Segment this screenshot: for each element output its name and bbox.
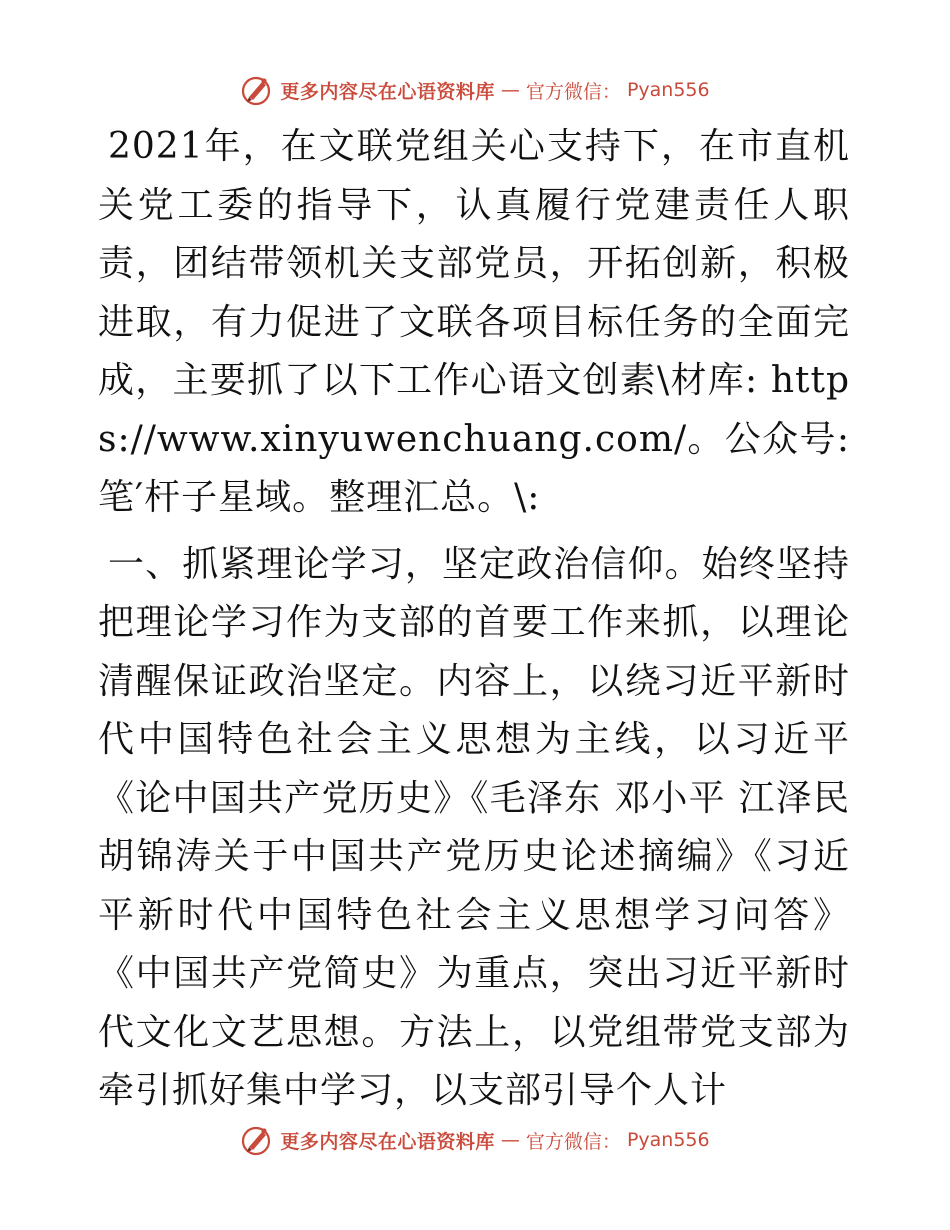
pen-logo-icon	[240, 1123, 274, 1157]
footer-wechat-label: 官方微信：	[525, 1130, 621, 1153]
paragraph-intro: 2021年，在文联党组关心支持下，在市直机关党工委的指导下，认真履行党建责任人职责，团结带领机关支部党员，开拓创新，积极进取，有力促进了文联各项目标任务的全面完成，主要抓了以下工作心语文创素\材库: https://www.xinyuwenchuang.com/。公众号: 笔′杆子星域。整理汇总。\:	[98, 126, 850, 518]
header-banner	[0, 70, 950, 110]
paragraph-section-one: 一、抓紧理论学习，坚定政治信仰。始终坚持把理论学习作为支部的首要工作来抓，以理论清醒保证政治坚定。内容上，以绕习近平新时代中国特色社会主义思想为主线，以习近平《论中国共产党历史》《毛泽东 邓小平 江泽民 胡锦涛关于中国共产党历史论述摘编》《习近平新时代中国特色社会主义思想学习问答》《中国共产党简史》为重点，突出习近平新时代文化文艺思想。方法上，以党组带党支部为牵引抓好集中学习，以支部引导个人计	[98, 543, 850, 1111]
footer-separator: —	[500, 1129, 520, 1151]
document-body	[98, 118, 850, 1121]
header-wechat-id: Pyan556	[626, 79, 710, 101]
pen-logo-icon	[240, 73, 274, 107]
footer-banner-text: 更多内容尽在心语资料库	[280, 1130, 495, 1153]
header-wechat-label: 官方微信：	[525, 80, 621, 103]
header-separator: —	[500, 79, 520, 101]
header-banner-text: 更多内容尽在心语资料库	[280, 80, 495, 103]
footer-wechat-id: Pyan556	[626, 1129, 710, 1151]
footer-banner	[0, 1120, 950, 1160]
